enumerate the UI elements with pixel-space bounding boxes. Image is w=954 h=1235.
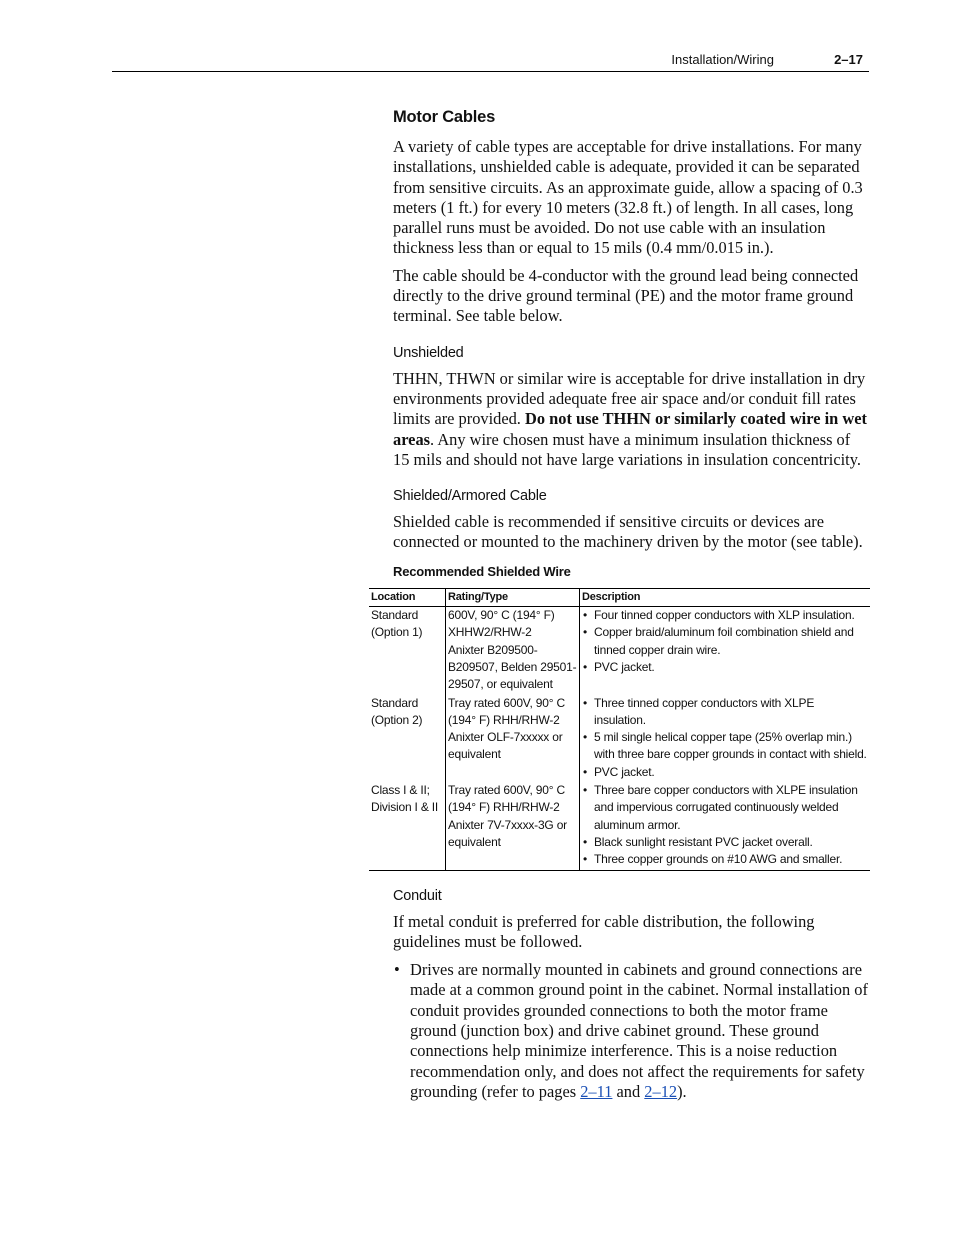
cell-line: equivalent bbox=[448, 834, 501, 849]
table-row bbox=[369, 607, 870, 695]
conduit-bullet-text: Drives are normally mounted in cabinets and ground connections are made at a common ground point in the cabinet. Normal installation of conduit provides grounded connections to both the motor frame ground (junction box) and drive cabinet ground. These ground connections help minimize interference. This is a noise reduction recommendation only, and does not affect the requirements for safety grounding (refer to pages bbox=[410, 960, 868, 1101]
shielded-heading: Shielded/Armored Cable bbox=[393, 488, 547, 505]
column-header-description: Description bbox=[580, 588, 871, 606]
intro-paragraph-1: A variety of cable types are acceptable for drive installations. For many installations, unshielded cable is adequate, provided it can be separated from sensitive circuits. As an approximate guide, allow a spacing of 0.3 meters (1 ft.) for every 10 meters (32.8 ft.) of length. In all cases, long parallel runs must be avoided. Do not use cable with an insulation thickness less than or equal to 15 mils (0.4 mm/0.015 in.). bbox=[393, 137, 863, 258]
table-caption: Recommended Shielded Wire bbox=[393, 563, 571, 579]
conduit-heading: Conduit bbox=[393, 887, 442, 904]
cell-line: Standard bbox=[371, 695, 419, 710]
cell-line: B209507, Belden 29501- bbox=[448, 659, 577, 674]
column-header-location: Location bbox=[369, 588, 446, 606]
description-item: • 5 mil single helical copper tape (25% overlap min.) with three bare copper grounds in contact with shield. bbox=[582, 729, 868, 764]
description-item: • Black sunlight resistant PVC jacket overall. bbox=[582, 834, 868, 851]
description-list bbox=[582, 695, 868, 781]
shielded-paragraph: Shielded cable is recommended if sensitive circuits or devices are connected or mounted to the machinery driven by the motor (see table). bbox=[393, 512, 863, 552]
description-list bbox=[582, 607, 868, 676]
recommended-wire-table bbox=[369, 588, 870, 871]
intro-paragraph-2: The cable should be 4-conductor with the ground lead being connected directly to the drive ground terminal (PE) and the motor frame ground terminal. See table below. bbox=[393, 265, 859, 326]
location-cell bbox=[369, 607, 446, 695]
description-item: • Three copper grounds on #10 AWG and smaller. bbox=[582, 851, 868, 868]
conduit-guidelines-list bbox=[393, 960, 869, 1102]
description-item: • Four tinned copper conductors with XLP insulation. bbox=[582, 607, 868, 624]
description-cell bbox=[580, 607, 871, 695]
column-header-rating: Rating/Type bbox=[446, 588, 580, 606]
table-header-row bbox=[369, 588, 870, 606]
rating-cell bbox=[446, 607, 580, 695]
cell-line: Class I & II; bbox=[371, 783, 430, 798]
cell-line: (194° F) RHH/RHW-2 bbox=[448, 712, 560, 727]
cell-line: Anixter OLF-7xxxxx or bbox=[448, 730, 563, 745]
unshielded-text-start: THHN, THWN or similar wire is acceptable for drive installation in dry environments provided adequate free air space and/or conduit fill rates limits are provided. bbox=[393, 368, 866, 429]
rating-cell bbox=[446, 782, 580, 870]
rating-cell bbox=[446, 695, 580, 782]
cell-line: (Option 2) bbox=[371, 712, 423, 727]
cell-line: Anixter 7V-7xxxx-3G or bbox=[448, 817, 567, 832]
description-cell bbox=[580, 695, 871, 782]
conduit-bullet-and: and bbox=[612, 1081, 645, 1101]
section-heading: Motor Cables bbox=[393, 108, 496, 126]
cell-line: 600V, 90° C (194° F) bbox=[448, 608, 555, 623]
list-item bbox=[393, 960, 869, 1102]
cell-line: Division I & II bbox=[371, 800, 439, 815]
description-cell bbox=[580, 782, 871, 870]
conduit-bullet-end: ). bbox=[677, 1081, 687, 1101]
table-row bbox=[369, 782, 870, 870]
description-item: • Copper braid/aluminum foil combination shield and tinned copper drain wire. bbox=[582, 624, 868, 659]
cell-line: (194° F) RHH/RHW-2 bbox=[448, 800, 560, 815]
cell-line: Tray rated 600V, 90° C bbox=[448, 783, 565, 798]
unshielded-heading: Unshielded bbox=[393, 344, 464, 361]
cell-line: (Option 1) bbox=[371, 625, 423, 640]
page-link-2-11[interactable]: 2–11 bbox=[580, 1081, 613, 1101]
description-list bbox=[582, 782, 868, 868]
description-item: • PVC jacket. bbox=[582, 659, 868, 676]
page-link-2-12[interactable]: 2–12 bbox=[644, 1081, 678, 1101]
cell-line: equivalent bbox=[448, 747, 501, 762]
description-item: • PVC jacket. bbox=[582, 764, 868, 781]
description-item: • Three bare copper conductors with XLPE insulation and impervious corrugated continuously welded aluminum armor. bbox=[582, 782, 868, 834]
location-cell bbox=[369, 782, 446, 870]
table-row bbox=[369, 695, 870, 782]
header-page-number: 2–17 bbox=[834, 52, 863, 67]
cell-line: Anixter B209500- bbox=[448, 642, 538, 657]
cell-line: Tray rated 600V, 90° C bbox=[448, 695, 565, 710]
cell-line: XHHW2/RHW-2 bbox=[448, 625, 532, 640]
cell-line: 29507, or equivalent bbox=[448, 677, 553, 692]
unshielded-paragraph bbox=[393, 369, 869, 470]
conduit-paragraph: If metal conduit is preferred for cable distribution, the following guidelines must be followed. bbox=[393, 911, 815, 951]
page-header bbox=[112, 52, 869, 72]
cell-line: Standard bbox=[371, 608, 419, 623]
main-column bbox=[371, 106, 869, 1102]
unshielded-warning: Do not use THHN or similarly coated wire in wet areas bbox=[393, 409, 867, 449]
header-section-title: Installation/Wiring bbox=[671, 52, 774, 67]
unshielded-text-end: . Any wire chosen must have a minimum insulation thickness of 15 mils and should not have large variations in insulation concentricity. bbox=[393, 429, 861, 469]
description-item: • Three tinned copper conductors with XLPE insulation. bbox=[582, 695, 868, 730]
location-cell bbox=[369, 695, 446, 782]
